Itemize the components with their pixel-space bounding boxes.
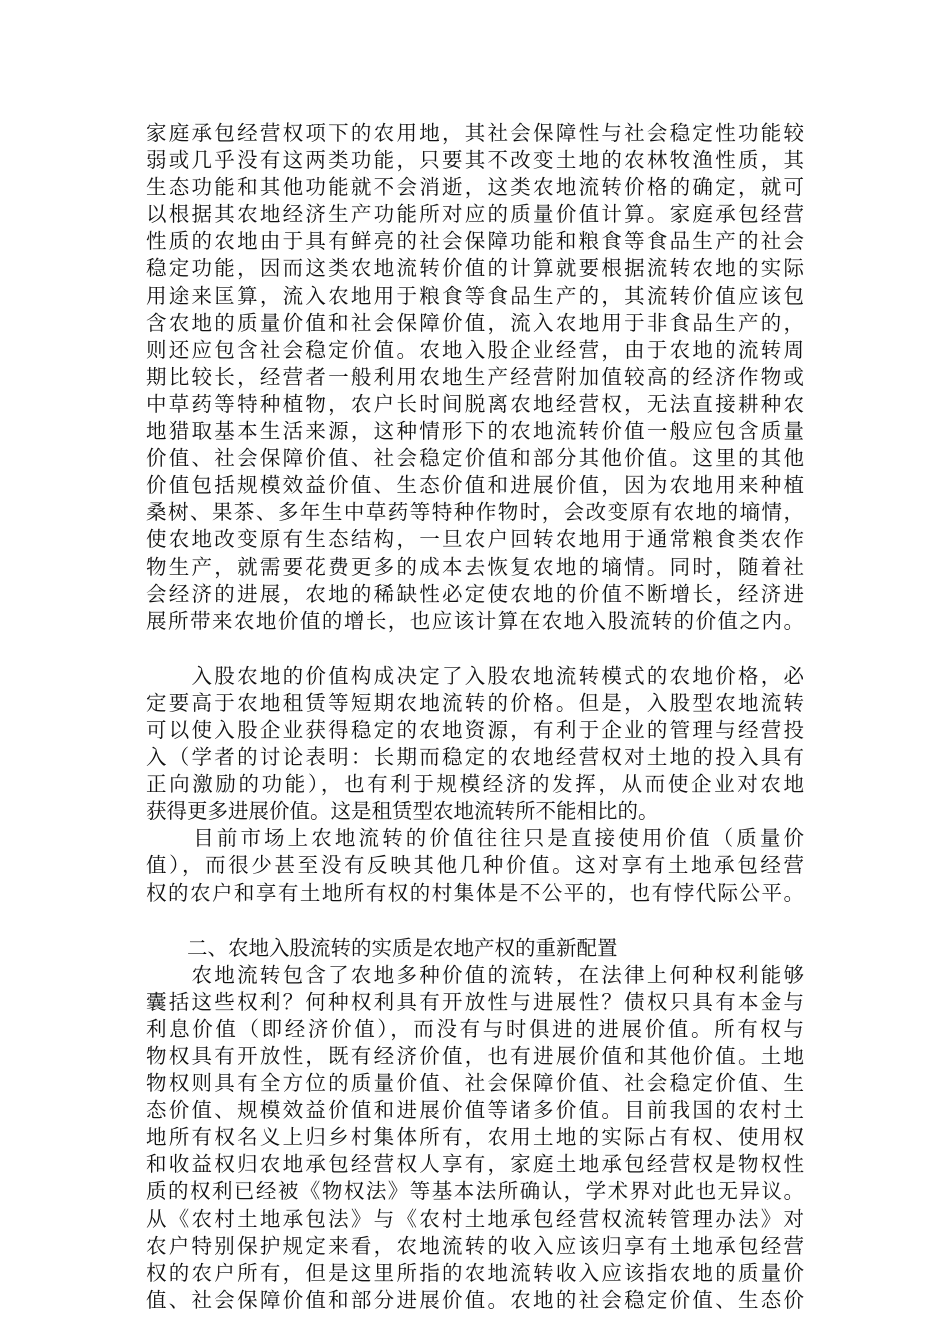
- text-line: 地所有权名义上归乡村集体所有，农用土地的实际占有权、使用权: [146, 1125, 804, 1150]
- text-line: 以根据其农地经济生产功能所对应的质量价值计算。家庭承包经营: [146, 202, 804, 227]
- text-line: 农户特别保护规定来看，农地流转的收入应该归享有土地承包经营: [146, 1233, 804, 1258]
- document-body: [146, 120, 804, 1314]
- text-line: 物权则具有全方位的质量价值、社会保障价值、社会稳定价值、生: [146, 1071, 804, 1096]
- text-line: 囊括这些权利？何种权利具有开放性与进展性？债权只具有本金与: [146, 989, 804, 1014]
- text-line: 价值、社会保障价值、社会稳定价值和部分其他价值。这里的其他: [146, 446, 804, 471]
- heading-line: 二、农地入股流转的实质是农地产权的重新配置: [146, 935, 618, 960]
- text-line: 桑树、果茶、多年生中草药等特种作物时，会改变原有农地的墒情，: [146, 500, 804, 525]
- text-line: 农地流转包含了农地多种价值的流转，在法律上何种权利能够: [146, 962, 804, 987]
- text-line: 值、社会保障价值和部分进展价值。农地的社会稳定价值、生态价: [146, 1287, 804, 1312]
- section-heading: [146, 935, 804, 962]
- text-line: 会经济的进展，农地的稀缺性必定使农地的价值不断增长，经济进: [146, 581, 804, 606]
- text-line: 入（学者的讨论表明：长期而稳定的农地经营权对土地的投入具有: [146, 745, 804, 770]
- text-line: 态价值、规模效益价值和进展价值等诸多价值。目前我国的农村土: [146, 1098, 804, 1123]
- text-line: 中草药等特种植物，农户长时间脱离农地经营权，无法直接耕种农: [146, 391, 804, 416]
- text-line: 含农地的质量价值和社会保障价值，流入农地用于非食品生产的，: [146, 310, 804, 335]
- paragraph-3: [146, 825, 804, 906]
- text-line: 目前市场上农地流转的价值往往只是直接使用价值（质量价: [146, 826, 804, 851]
- text-line: 家庭承包经营权项下的农用地，其社会保障性与社会稳定性功能较: [146, 121, 804, 145]
- text-line: 入股农地的价值构成决定了入股农地流转模式的农地价格，必: [146, 663, 804, 688]
- text-line: 定要高于农地租赁等短期农地流转的价格。但是，入股型农地流转: [146, 690, 804, 715]
- paragraph-2: [146, 663, 804, 826]
- text-line: 性质的农地由于具有鲜亮的社会保障功能和粮食等食品生产的社会: [146, 229, 804, 254]
- paragraph-1: [146, 120, 804, 635]
- text-line: 物生产，就需要花费更多的成本去恢复农地的墒情。同时，随着社: [146, 554, 804, 579]
- text-line: 权的农户所有，但是这里所指的农地流转收入应该指农地的质量价: [146, 1260, 804, 1285]
- paragraph-4: [146, 962, 804, 1314]
- text-line: 价值包括规模效益价值、生态价值和进展价值，因为农地用来种植: [146, 473, 804, 498]
- text-line: 获得更多进展价值。这是租赁型农地流转所不能相比的。: [146, 799, 659, 824]
- text-line: 地猎取基本生活来源，这种情形下的农地流转价值一般应包含质量: [146, 419, 804, 444]
- text-line: 期比较长，经营者一般利用农地生产经营附加值较高的经济作物或: [146, 364, 804, 389]
- paragraph-spacer: [146, 907, 804, 935]
- text-line: 则还应包含社会稳定价值。农地入股企业经营，由于农地的流转周: [146, 337, 804, 362]
- text-line: 用途来匡算，流入农地用于粮食等食品生产的，其流转价值应该包: [146, 283, 804, 308]
- paragraph-spacer: [146, 635, 804, 663]
- text-line: 值），而很少甚至没有反映其他几种价值。这对享有土地承包经营: [146, 853, 804, 878]
- text-line: 稳定功能，因而这类农地流转价值的计算就要根据流转农地的实际: [146, 256, 804, 281]
- text-line: 使农地改变原有生态结构，一旦农户回转农地用于通常粮食类农作: [146, 527, 804, 552]
- text-line: 生态功能和其他功能就不会消逝，这类农地流转价格的确定，就可: [146, 175, 804, 200]
- text-line: 可以使入股企业获得稳定的农地资源，有利于企业的管理与经营投: [146, 717, 804, 742]
- text-line: 正向激励的功能），也有利于规模经济的发挥，从而使企业对农地: [146, 772, 804, 797]
- text-line: 质的权利已经被《物权法》等基本法所确认，学术界对此也无异议。: [146, 1179, 804, 1204]
- text-line: 权的农户和享有土地所有权的村集体是不公平的，也有悖代际公平。: [146, 880, 804, 905]
- text-line: 物权具有开放性，既有经济价值，也有进展价值和其他价值。土地: [146, 1044, 804, 1068]
- text-line: 和收益权归农地承包经营权人享有，家庭土地承包经营权是物权性: [146, 1152, 804, 1177]
- text-line: 从《农村土地承包法》与《农村土地承包经营权流转管理办法》对: [146, 1206, 804, 1231]
- text-line: 展所带来农地价值的增长，也应该计算在农地入股流转的价值之内。: [146, 608, 804, 633]
- text-line: 利息价值（即经济价值），而没有与时俱进的进展价值。所有权与: [146, 1016, 804, 1041]
- text-line: 弱或几乎没有这两类功能，只要其不改变土地的农林牧渔性质，其: [146, 148, 804, 173]
